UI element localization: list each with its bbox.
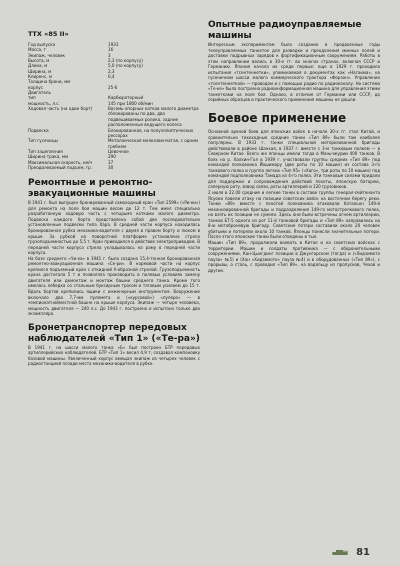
spec-key: тип — [28, 95, 36, 101]
spec-value: 0,4 — [108, 74, 115, 80]
spec-value: Блокированная, на полуэллиптических рессорах — [108, 127, 194, 138]
spec-key: Тип гусеницы — [28, 138, 58, 144]
spec-value: 3 — [108, 52, 111, 58]
spec-key: Ширина трака, мм — [28, 154, 69, 160]
spec-value: 2,3 — [108, 68, 115, 74]
spec-key: Толщина брони, мм — [28, 79, 71, 85]
spec-row — [28, 165, 200, 170]
spec-key: мощность, л.с. — [28, 100, 60, 106]
paragraph-combat-2: 2 июля в 22.00 средние и легкие танки в составе группы генерал-лейтенанта Ясуоки повели атаку на позиции советских войск на восточном берегу реки. Танки «89» вместе с пехотой полковника атаковали батальон 149-й механизированной бригады и подразделения 149-го мотострелкового полка, но взять их позиции не сумели. Здесь они были встречены огнем артиллерии, танков БТ-5 одного из рот 11-й танковой бригады и «Тип 89» направились на 8-ю мотоброневую бригаду. Советские потери составили около 20 человек убитыми и потеряли около 10 танков. Японцы понесли значительные потери. После этого японские танки были отведены в тыл. — [208, 190, 380, 240]
spec-key: Клиренс, м — [28, 74, 52, 80]
spec-value: Цевочное — [108, 148, 129, 154]
spec-value: 5,0 (по корпусу) — [108, 63, 143, 69]
spec-title: ТТХ «85 II» — [28, 30, 69, 38]
heading-repair-vehicles: Ремонтные и ремонтно-эвакуационные машины — [28, 178, 156, 200]
spec-key: Тип зацепления — [28, 148, 63, 154]
heading-radio-controlled: Опытные радиоуправляемые машины — [208, 20, 362, 41]
tank-silhouette-icon — [330, 548, 350, 556]
left-column — [28, 30, 200, 367]
spec-value: 1931 — [108, 42, 119, 47]
heading-apc-observers: Бронетранспортер передовых наблюдателей «Тип 1» («Те-ра») — [28, 322, 200, 344]
spec-key: Максимальная скорость, км/ч — [28, 159, 93, 165]
spec-key: Двигатель — [28, 90, 51, 96]
spec-value: 16 — [108, 47, 114, 53]
paragraph-apc: В 1941 г. на шасси малого танка «Б» был построен БТР передовых артиллерийских наблюдателей. БТР «Тип 1» весил 4,9 т, создавал компоновку базовой машины. Увеличенный корпус вмещал экипаж из четырех человек с радиостанцией позади места механика-водителя в рубке. — [28, 344, 200, 367]
spec-value: 290 — [108, 154, 116, 160]
spec-key: корпус — [28, 84, 43, 90]
spec-key: Экипаж, человек — [28, 52, 65, 58]
spec-value: 2,3 (по корпусу) — [108, 58, 143, 64]
spec-row — [28, 138, 200, 149]
spec-value: Карбюраторный — [108, 95, 144, 101]
paragraph-combat-1: Основной ареной боев для японских войск в начале 30-х гг. стал Китай, и сравнительно тихоходные средние танки «Тип 89» были там наиболее популярны. В 1933 г. танки специальной моторизованной бригады действовали в районе Шанхая, в 1937 г. вместе с 3-м танковым полком — в Северном Китае. Всего же японцы имели тогда в Маньчжурии 400 танков. В боях на р. Халхин-Гол в 1939 г. участвовали группы средних «Тип 89» под командой полковника Йошимару (две роты по 10 машин) из состава 3-го танкового полка и группа легких «Тип 95» («Хаго», три роты по 10 машин) под командой подполковника Тамада из 4-го полка. Эти танковые силами придали для поддержки и сопровождения действий пехоты, японскую батарею, саперную роту, взвод связи, роты артиллерий и 120 грузовиков. — [208, 129, 380, 190]
paragraph-repair-1: В 1941 г. был выпущен бронированный самоходный кран «Тип 2599» («Ри-ки») для ремонта на поле боя машин весом до 12 т. Тем имел специально разработанную ходовую часть с четырьмя катками малого диаметра. Подвеска каждого борта представлена собой две последовательно установленные подвески типа Хара. В средней части корпуса находилась бронированная рубка механика-водителя с двумя в правом борту и люком в крыше. За рубкой на поворотной платформе установлена стрела грузоподъемностью до 5,5 т. Кран приводился в действие электроприводом. В передней части корпуса стрела укладывалась на раму в передней части корпуса. — [28, 200, 200, 256]
spec-value: Восемь опорных катков малого диаметра сблокированы по два, два подвешиваемых ролика, задние расположенные ведущего колеса — [108, 106, 199, 128]
spec-value: 145 при 1800 об/мин — [108, 100, 153, 106]
spec-key: Длина, м — [28, 63, 48, 69]
spec-value: 30 — [108, 164, 114, 170]
spec-key: Преодолеваемый подъем, гр. — [28, 164, 93, 170]
spec-value: 25-6 — [108, 84, 118, 90]
spec-table — [28, 42, 200, 170]
spec-value: 37 — [108, 159, 114, 165]
spec-key: Ходовая часть (на один борт) — [28, 106, 93, 112]
paragraph-radio: Интересным экспериментом было создание в предвоенные годы телеуправляемых танкеток для разведки и преодоления минных полей и доставки подрывных зарядов к фортификационным сооружениям. Работы в этом направлении велись в 30-е гг. во многих странах, включая СССР и Германию. Япония начала их среди первых: еще в 1929 г. проходила испытания «тсентеннетки», упоминаемая в документах как «Нагаима», на гусеничном шасси малого коммерческого трактора «Форзон». Управление «тсентеннеткой» — проводом и с помощью радио по радиоканалу. Но система «Те-ке» была построена радиоинформационная машина для управления этими танкетками на поле боя. Однако, в отличие от Германии или СССР, до серийных образцов и практического применения машины не дошли. — [208, 42, 380, 103]
spec-row — [28, 128, 200, 139]
spec-key: Масса, т — [28, 47, 47, 53]
paragraph-repair-2: На базе среднего «Чи-ха» в 1941 г. была создана 15,4-тонная бронированная ремонтно-эвакуационная машина «Се-ри». В кормовой части на корпус крепился подъемный кран с откидной А-образной стрелой. Грузоподъемность крана достигала 5 т и позволяла производить в полевых условиях замену двигателя или демонтаж и монтаж башни среднего танка. Кроме того имелась лебедка со стальным буксирным тросом и тяговым усилием до 15 т. Вдоль бортов крепились ящики с инженерным инструментом. Вооружение включало два 7,7-мм пулемета и («курсовой») «пулеро» — в чемпионатнойместной башне на крыше корпуса. Экипаж — четыре человека, мощность двигателя — 240 л.с. До 1943 г. построено и испытано только два экземпляра. — [28, 255, 200, 317]
spec-value: Металлическая мелкозвенчатая, с одним гребнем — [108, 138, 198, 149]
page-number: 81 — [356, 547, 370, 558]
heading-combat-use: Боевое применение — [208, 111, 347, 126]
right-column — [208, 20, 380, 273]
paragraph-combat-3: Машин «Тип 89», продолжали воевать в Китае и на советских войсках с территории. Машин и солдаты противника — с оборонительными сооружениями, Кан-Цынгдинг позиции в Джунгарском (тогда) и («Хидзимото пауза» №5) и (Хан «Хидзимото» пауза №4) и в оборудованных («Тип 89»), с прорывы, о сталь, с проводил «Тип 89», на вадяльцу из пропусков, Чехов и другие. — [208, 239, 380, 273]
spec-key: Ширина, м — [28, 68, 52, 74]
spec-row — [28, 106, 200, 127]
spec-key: Высота, м — [28, 58, 50, 64]
spec-key: Год выпуска — [28, 42, 56, 47]
spec-key: Подвеска — [28, 127, 49, 133]
